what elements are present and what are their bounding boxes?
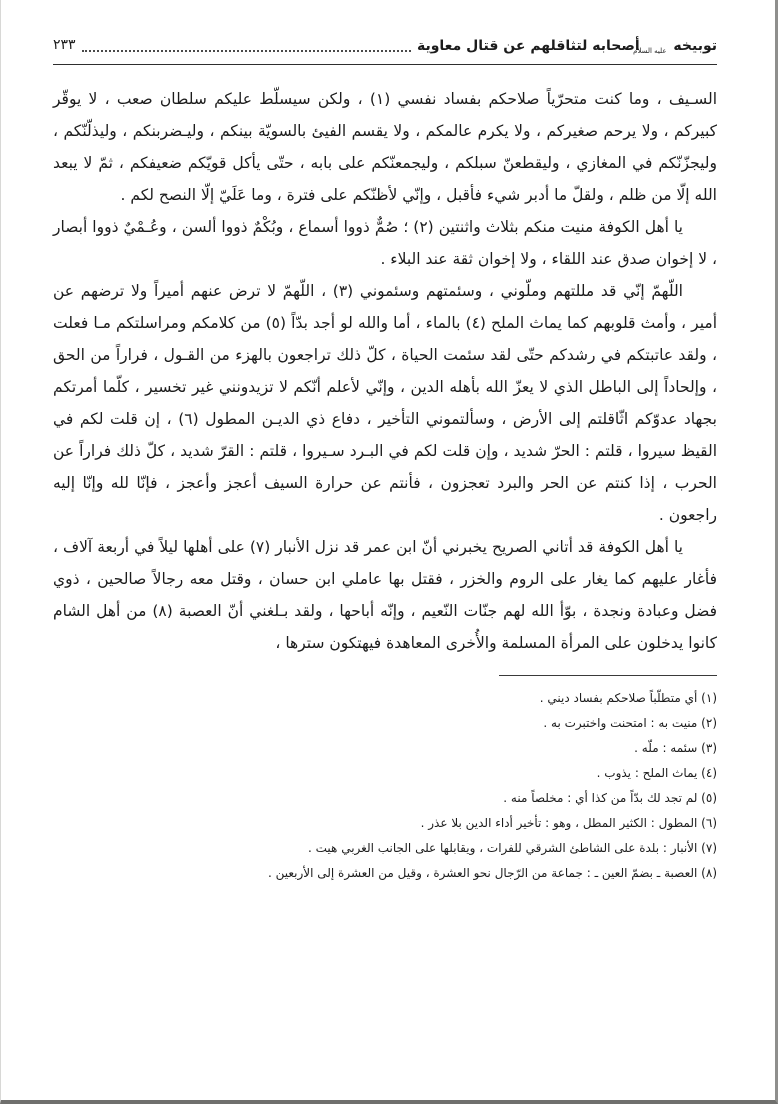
footnote-item: (٦) المطول : الكثير المطل ، وهو : تأخير أداء الدين بلا عذر .	[420, 816, 717, 830]
header-title	[417, 35, 717, 57]
paragraph: السـيف ، وما كنت متحرّياً صلاحكم بفساد نفسي (١) ، ولكن سيسلّط عليكم سلطان صعب ، لا يوقّر كبيركم ، ولا يرحم صغيركم ، ولا يكرم عالمكم ، ولا يقسم الفيئ بالسويّة بينكم ، وليـضربنكم ، وليذلّنّكم ، وليجزّنّكم في المغازي ، وليقطعنّ سبلكم ، وليجمعنّكم على بابه ، حتّى يأكل قويّكم ضعيفكم ، ثمّ لا يبعد الله إلّا من ظلم ، ولقلّ ما أدبر شيء فأقبل ، وإنّي لأظنّكم على فترة ، وما عَلَيّ إلّا النصح لكم .	[53, 90, 717, 204]
footnote-separator	[499, 675, 717, 676]
body-text	[53, 83, 717, 659]
header-title-prefix: توبيخه	[673, 38, 717, 54]
paragraph: يا أهل الكوفة منيت منكم بثلاث واثنتين (٢) ؛ صُمٌّ ذووا أسماع ، وبُكْمٌ ذووا ألسن ، وعُـمْيٌ ذووا أبصار ، لا إخوان صدق عند اللقاء ، ولا إخوان ثقة عند البلاء .	[53, 218, 717, 268]
footnote-item: (٧) الأنبار : بلدة على الشاطئ الشرقي للفرات ، ويقابلها على الجانب الغربي هيت .	[308, 841, 717, 855]
footnote-item: (٣) سئمه : ملّه .	[634, 741, 717, 755]
paragraph: اللّهمّ إنّي قد مللتهم وملّوني ، وسئمتهم وسئموني (٣) ، اللّهمّ لا ترض عنهم أميراً ولا ترضهم عن أمير ، وأمث قلوبهم كما يماث الملح (٤) بالماء ، أما والله لو أجد بدّاً (٥) من كلامكم ومراسلتكم مـا فعلت ، ولقد عاتبتكم في رشدكم حتّى لقد سئمت الحياة ، كلّ ذلك تراجعون بالهزء من القـول ، فراراً من الحق ، وإلحاداً إلى الباطل الذي لا يعزّ الله بأهله الدين ، وإنّي لأعلم أنّكم لا تزيدونني غير تخسير ، كلّما أمرتكم بجهاد عدوّكم اثّاقلتم إلى الأرض ، وسألتموني التأخير ، دفاع ذي الديـن المطول (٦) ، إن قلت لكم في القيظ سيروا ، قلتم : الحرّ شديد ، وإن قلت لكم في البـرد سـيروا ، قلتم : القرّ شديد ، كلّ ذلك فراراً عن الحرب ، إذا كنتم عن الحر والبرد تعجزون ، فأنتم عن حرارة السيف أعجز وأعجز ، فإنّا لله وإنّا إليه راجعون .	[53, 282, 718, 524]
header-title-suffix: أصحابه لتثاقلهم عن قتال معاوية	[416, 38, 640, 54]
paragraph: يا أهل الكوفة قد أتاني الصريح يخبرني أنّ ابن عمر قد نزل الأنبار (٧) على أهلها ليلاً في أربعة آلاف ، فأغار عليهم كما يغار على الروم والخزر ، فقتل بها عاملي ابن حسان ، وقتل معه رجالاً صالحين ، ذوي فضل وعبادة ونجدة ، بوّأ الله لهم جنّات النّعيم ، وإنّه أباحها ، ولقد بـلغني أنّ العصبة (٨) من أهل الشام كانوا يدخلون على المرأة المسلمة والأُخرى المعاهدة فيهتكون سترها ،	[53, 538, 717, 652]
page-number: ٢٣٣	[53, 37, 76, 53]
dotted-leader	[82, 50, 411, 52]
honorific-icon: عليه السلام	[633, 47, 667, 55]
footnote-item: (٤) يماث الملح : يذوب .	[596, 766, 717, 780]
page-header	[53, 34, 717, 57]
footnote-item: (٥) لم تجد لك بدّاً من كذا أي : مخلصاً منه .	[503, 791, 717, 805]
footnote-item: (٢) منيت به : امتحنت واختبرت به .	[543, 716, 717, 730]
header-rule	[53, 64, 717, 65]
footnote-item: (١) أي متطلّباً صلاحكم بفساد ديني .	[539, 691, 717, 705]
footnotes	[53, 686, 717, 886]
footnote-item: (٨) العصبة ـ بضمّ العين ـ : جماعة من الرّجال نحو العشرة ، وقيل من العشرة إلى الأربعين .	[267, 866, 717, 880]
